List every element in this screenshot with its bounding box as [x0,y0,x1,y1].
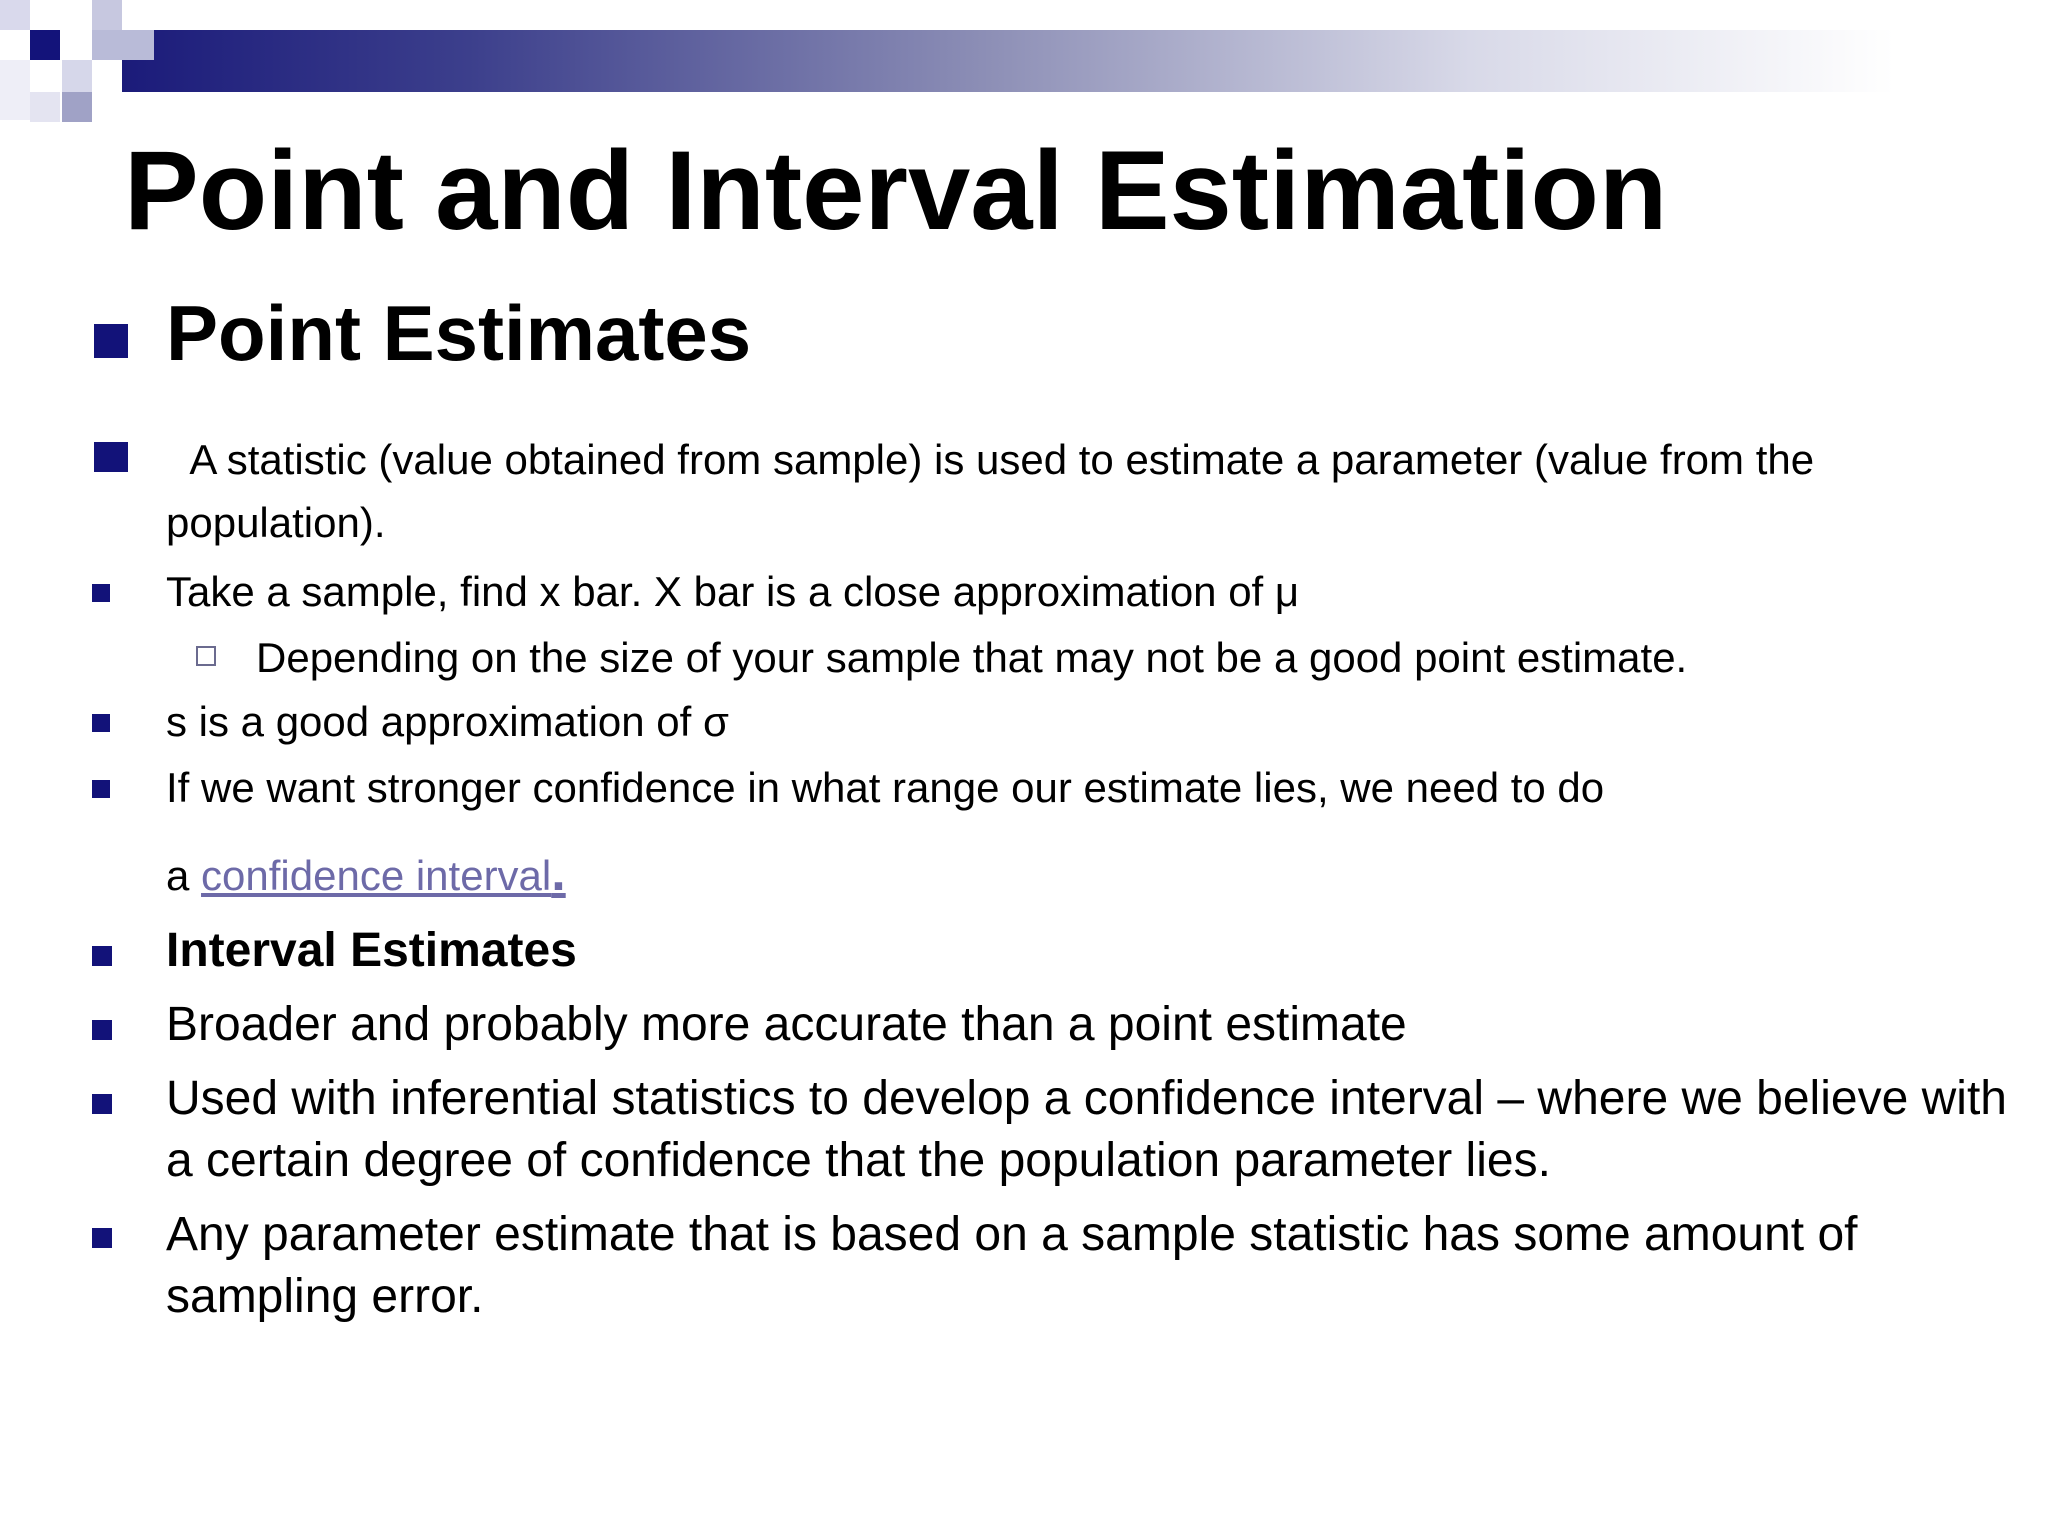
bullet-marker [92,1228,112,1248]
bullet-marker [92,946,112,966]
list-item: Broader and probably more accurate than a point estimate [166,998,1407,1051]
slide-title: Point and Interval Estimation [124,128,1668,253]
bullet-marker [92,714,110,732]
bullet-marker [92,1020,112,1040]
list-item: Take a sample, find x bar. X bar is a close approximation of μ [166,568,1300,615]
confidence-interval-line [166,842,1996,907]
interval-estimates-heading: Interval Estimates [166,924,577,977]
bullet-marker [94,324,128,358]
confidence-interval-link[interactable]: confidence interval [201,852,552,899]
bullet-marker [92,780,110,798]
link-period: . [551,844,566,902]
list-item: Used with inferential statistics to develop a confidence interval – where we believe with a certain degree of confidence that the population parameter lies. [166,1072,2007,1187]
line-prefix: a [166,852,202,899]
bullet-marker [92,584,110,602]
bullet-marker [92,1094,112,1114]
point-estimates-heading: Point Estimates [166,289,752,377]
list-item: s is a good approximation of σ [166,698,729,745]
list-item: Any parameter estimate that is based on a sample statistic has some amount of sampling error. [166,1208,1858,1323]
bullet-marker [94,442,128,472]
list-item: Depending on the size of your sample that may not be a good point estimate. [256,634,1688,681]
list-item: If we want stronger confidence in what range our estimate lies, we need to do [166,764,1605,811]
list-item: A statistic (value obtained from sample) is used to estimate a parameter (value from the population). [166,436,1826,546]
sub-bullet-marker [196,646,216,666]
